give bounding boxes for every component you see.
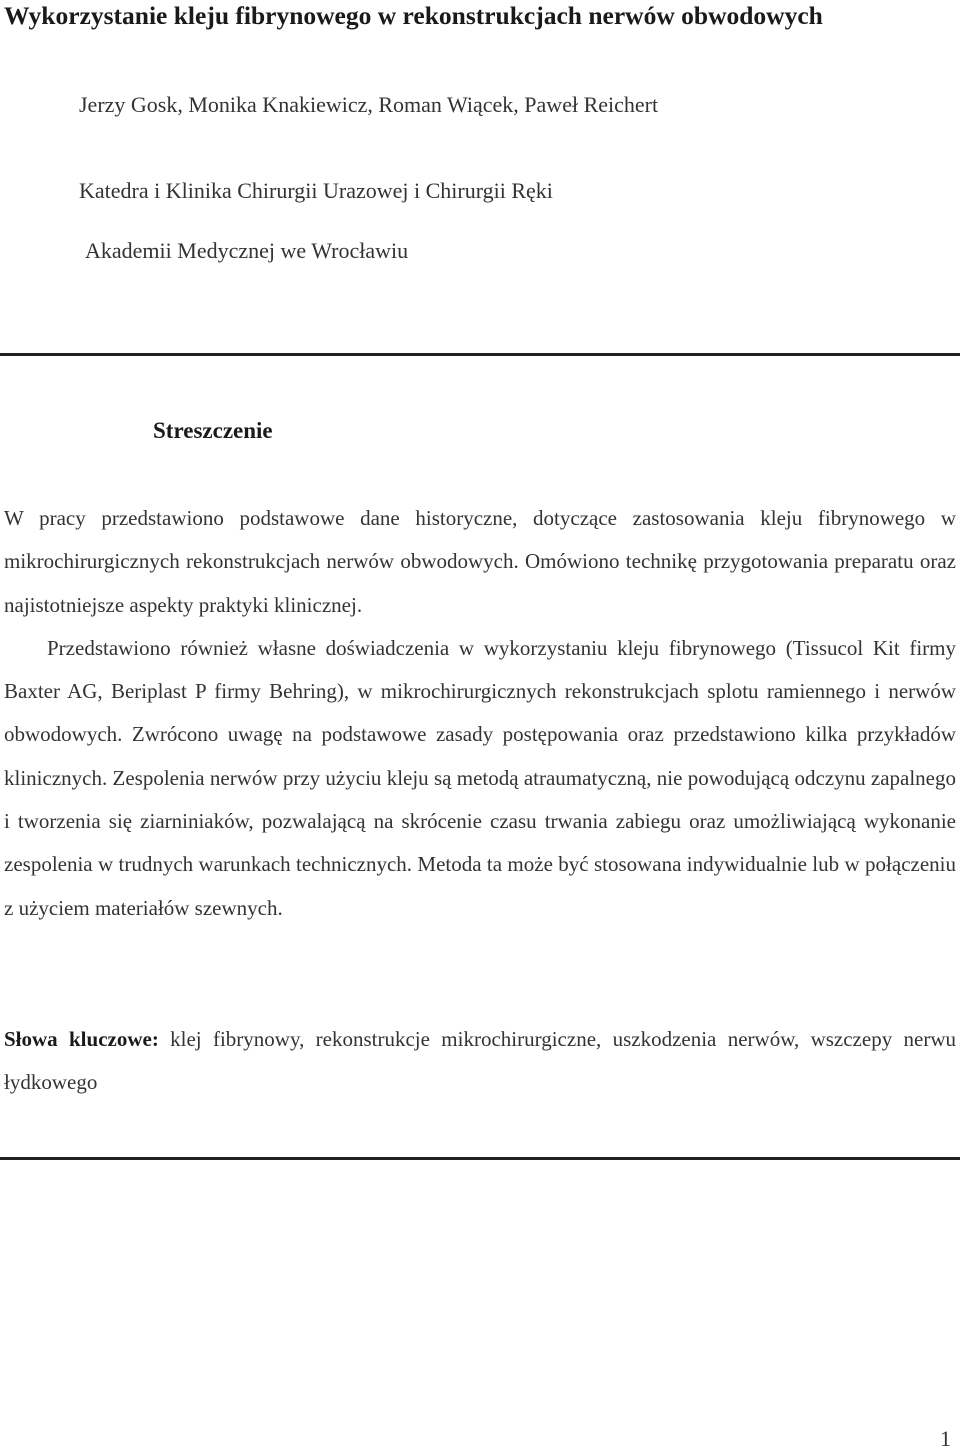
author-list: Jerzy Gosk, Monika Knakiewicz, Roman Wiącek, Paweł Reichert <box>79 92 659 117</box>
paper-title: Wykorzystanie kleju fibrynowego w rekonstrukcjach nerwów obwodowych <box>4 1 823 30</box>
abstract-paragraph-1: W pracy przedstawiono podstawowe dane historyczne, dotyczące zastosowania kleju fibrynowego w mikrochirurgicznych rekonstrukcjach nerwów obwodowych. Omówiono technikę przygotowania preparatu oraz najistotniejsze aspekty praktyki klinicznej. <box>4 506 956 617</box>
affiliation-department: Katedra i Klinika Chirurgii Urazowej i Chirurgii Ręki <box>79 178 553 203</box>
top-horizontal-rule <box>0 353 960 356</box>
keywords-label: Słowa kluczowe: <box>4 1027 159 1051</box>
abstract-paragraph-2: Przedstawiono również własne doświadczenia w wykorzystaniu kleju fibrynowego (Tissucol Kit firmy Baxter AG, Beriplast P firmy Behring), w mikrochirurgicznych rekonstrukcjach splotu ramiennego i nerwów obwodowych. Zwrócono uwagę na podstawowe zasady postępowania oraz przedstawiono kilka przykładów klinicznych. Zespolenia nerwów przy użyciu kleju są metodą atraumatyczną, nie powodującą odczynu zapalnego i tworzenia się ziarniniaków, pozwalającą na skrócenie czasu trwania zabiegu oraz umożliwiającą wykonanie zespolenia w trudnych warunkach technicznych. Metoda ta może być stosowana indywidualnie lub w połączeniu z użyciem materiałów szewnych. <box>4 635 956 920</box>
page-number: 1 <box>940 1426 951 1451</box>
abstract-heading: Streszczenie <box>153 418 273 443</box>
keywords-section <box>4 1018 956 1105</box>
abstract-body <box>4 497 956 930</box>
bottom-horizontal-rule <box>0 1157 960 1160</box>
keywords-text: klej fibrynowy, rekonstrukcje mikrochirurgiczne, uszkodzenia nerwów, wszczepy nerwu łydkowego <box>4 1027 956 1095</box>
affiliation-institution: Akademii Medycznej we Wrocławiu <box>85 238 409 263</box>
